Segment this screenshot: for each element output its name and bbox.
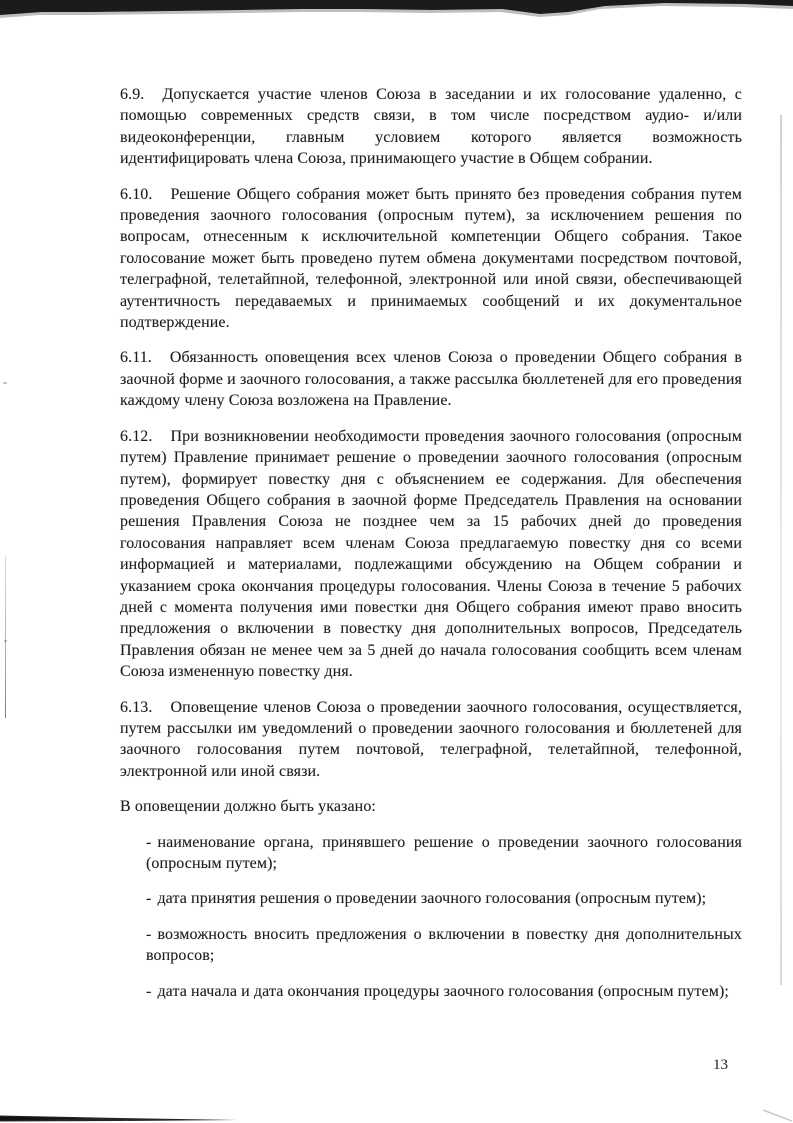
scan-speck <box>4 640 7 642</box>
clause-6-10-number: 6.10. <box>120 185 153 203</box>
clause-6-10-text: Решение Общего собрания может быть принято без проведения собрания путем проведения заочного голосования (опросным путем), за исключением решения по вопросам, отнесенным к исключительной компетенции Общего собрания. Такое голосование может быть проведено путем обмена документами посредством почтовой, телеграфной, телетайпной, телефонной, электронной или иной связи, обеспечивающей аутентичность передаваемых и принимаемых сообщений и их документальное подтверждение. <box>120 185 742 332</box>
page-number: 13 <box>713 1057 728 1073</box>
notice-bullet-1 <box>146 832 742 875</box>
clause-6-9 <box>120 84 742 170</box>
clause-6-10 <box>120 184 742 334</box>
clause-6-11-text: Обязанность оповещения всех членов Союза о проведении Общего собрания в заочной форме и заочного голосования, а также рассылка бюллетеней для его проведения каждому члену Союза возложена на Правление. <box>120 349 742 410</box>
scan-scratch-bottom-right <box>763 1110 792 1121</box>
clause-6-12-number: 6.12. <box>120 427 153 445</box>
notice-intro-line: В оповещении должно быть указано: <box>120 798 376 816</box>
notice-bullet-4-text: дата начала и дата окончания процедуры заочного голосования (опросным путем); <box>157 982 729 1000</box>
bullet-dash: - <box>146 890 152 908</box>
clause-6-13-text: Оповещение членов Союза о проведении заочного голосования, осуществляется, путем рассылки им уведомлений о проведении заочного голосования и бюллетеней для заочного голосования путем почтовой, телеграфной, телетайпной, телефонной, электронной или иной связи. <box>120 698 742 780</box>
bullet-dash: - <box>146 833 152 851</box>
clause-6-11-number: 6.11. <box>120 349 152 367</box>
notice-bullet-2-text: дата принятия решения о проведении заочного голосования (опросным путем); <box>157 890 707 908</box>
bullet-dash: - <box>146 982 152 1000</box>
clause-6-13 <box>120 697 742 783</box>
scan-edge-bottom-left <box>0 1116 238 1122</box>
clause-6-11 <box>120 347 742 411</box>
clause-6-9-text: Допускается участие членов Союза в заседании и их голосование удаленно, с помощью современных средств связи, в том числе посредством аудио- и/или видеоконференции, главным условием которого является возможность идентифицировать члена Союза, принимающего участие в Общем собрании. <box>120 86 742 168</box>
document-page-body <box>120 84 742 1016</box>
scan-edge-top-halo <box>0 0 793 18</box>
clause-6-12 <box>120 426 742 683</box>
scan-edge-top <box>0 0 793 15</box>
scan-speck <box>3 382 7 384</box>
notice-bullet-4 <box>146 981 742 1002</box>
clause-6-12-text: При возникновении необходимости проведения заочного голосования (опросным путем) Правление принимает решение о проведении заочного голосования (опросным путем), формирует повестку дня с объяснением ее содержания. Для обеспечения проведения Общего собрания в заочной форме Председатель Правления на основании решения Правления Союза не позднее чем за 15 рабочих дней до проведения голосования направляет всем членам Союза предлагаемую повестку дня со всеми информацией и материалами, подлежащими обсуждению на Общем собрании и указанием срока окончания процедуры голосования. Члены Союза в течение 5 рабочих дней с момента получения ими повестки дня Общего собрания имеют право вносить предложения о включении в повестку дня дополнительных вопросов, Председатель Правления обязан не менее чем за 5 дней до начала голосования сообщить всем членам Союза измененную повестку дня. <box>120 427 742 681</box>
notice-bullet-1-text: наименование органа, принявшего решение о проведении заочного голосования (опросным путем); <box>146 833 742 872</box>
scan-page-edge-line-left <box>5 556 6 718</box>
scan-page-edge-line-right <box>780 115 782 985</box>
bullet-dash: - <box>146 925 152 943</box>
notice-bullet-2 <box>146 888 742 909</box>
notice-bullet-3 <box>146 924 742 967</box>
scan-edge-bottom-left-core <box>0 1117 90 1121</box>
notice-bullet-3-text: возможность вносить предложения о включении в повестку дня дополнительных вопросов; <box>146 925 742 965</box>
clause-6-13-number: 6.13. <box>120 698 153 716</box>
clause-6-9-number: 6.9. <box>120 86 145 103</box>
